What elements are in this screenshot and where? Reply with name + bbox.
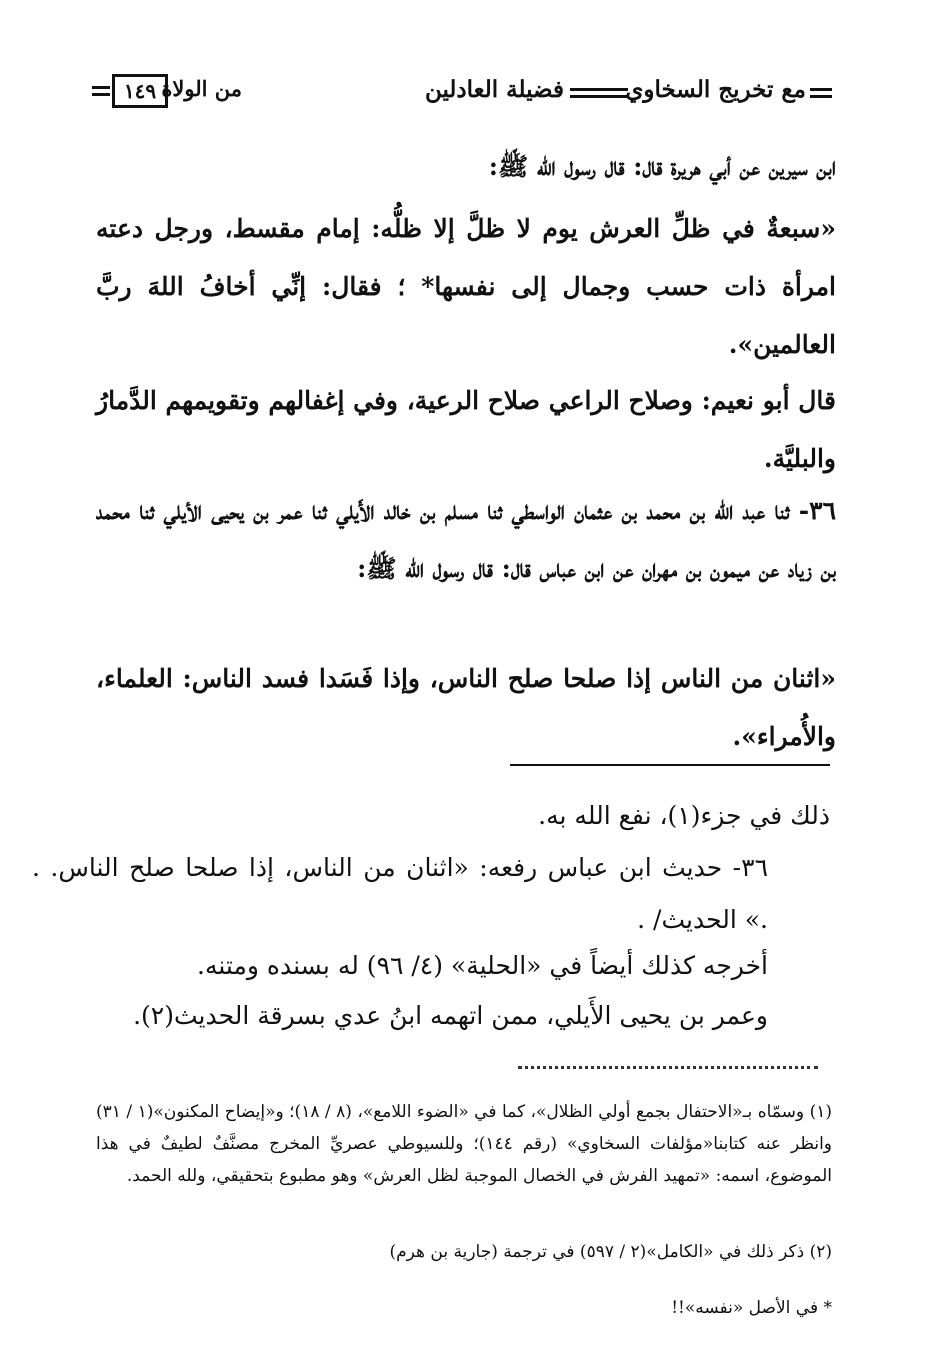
paragraph-hadith-36-isnad: ٣٦- ثنا عبد الله بن محمد بن عثمان الواسطي ثنا مسلم بن خالد الأَيلي ثنا عمر بن يحيى الأيلي ثنا محمد بن زياد عن ميمون بن مهران عن ابن عباس قال: قال رسول الله ﷺ: bbox=[96, 496, 836, 583]
footnote-1: (١) وسمّاه بـ«الاحتفال بجمع أولي الظلال»، كما في «الضوء اللامع»، (٨ / ١٨)؛ و«إيضاح المكنون»(١ / ٣١) وانظر عنه كتابنا«مؤلفات السخاوي» (رقم ١٤٤)؛ وللسيوطي عصريِّ المخرج مصنَّفٌ لطيفٌ في هذا الموضوع، اسمه: «تمهيد الفرش في الخصال الموجبة لظل العرش» وهو مطبوع بتحقيقي، ولله الحمد. bbox=[96, 1102, 832, 1186]
header-rule bbox=[570, 88, 628, 98]
paragraph-hadith-36-matn: «اثنان من الناس إذا صلحا صلح الناس، وإذا فَسَدا فسد الناس: العلماء، والأُمراء». bbox=[96, 664, 836, 751]
commentary-umar: وعمر بن يحيى الأَيلي، ممن اتهمه ابنُ عدي بسرقة الحديث(٢). bbox=[133, 1001, 768, 1030]
header-subtitle: فضيلة العادلين bbox=[424, 76, 564, 103]
header-subtitle-2: من الولاة bbox=[161, 76, 242, 101]
commentary-hilya: أخرجه كذلك أيضاً في «الحلية» (٤/ ٩٦) له بسنده ومتنه. bbox=[197, 951, 768, 980]
header-title: مع تخريج السخاوي bbox=[625, 76, 806, 103]
paragraph-hadith-seven: «سبعةٌ في ظلِّ العرش يوم لا ظلَّ إلا ظلُّه: إمام مقسط، ورجل دعته امرأة ذات حسب وجمال إلى نفسها* ؛ فقال: إنِّي أخافُ اللهَ ربَّ العالمين». bbox=[96, 214, 836, 359]
paragraph-isnad-abu-hurayra: ابن سيرين عن أبي هريرة قال: قال رسول الله ﷺ: bbox=[488, 152, 836, 181]
commentary-hadith-36: ٣٦- حديث ابن عباس رفعه: «اثنان من الناس، إذا صلحا صلح الناس. . .» الحديث/ . bbox=[32, 853, 768, 934]
commentary-line: ذلك في جزء(١)، نفع الله به. bbox=[538, 801, 830, 830]
section-separator bbox=[510, 764, 830, 766]
footnote-2: (٢) ذكر ذلك في «الكامل»(٢ / ٥٩٧) في ترجمة (جارية بن هرم) bbox=[389, 1242, 832, 1262]
header-ornament-left bbox=[92, 86, 110, 96]
footnote-asterisk: * في الأصل «نفسه»!! bbox=[671, 1298, 832, 1318]
running-header bbox=[92, 70, 832, 114]
page-number: ١٤٩ bbox=[112, 74, 168, 108]
footnote-separator bbox=[518, 1066, 818, 1069]
header-ornament-right bbox=[810, 88, 832, 98]
paragraph-abu-nuaym: قال أبو نعيم: وصلاح الراعي صلاح الرعية، وفي إغفالهم وتقويمهم الدَّمارُ والبليَّة. bbox=[96, 386, 836, 473]
